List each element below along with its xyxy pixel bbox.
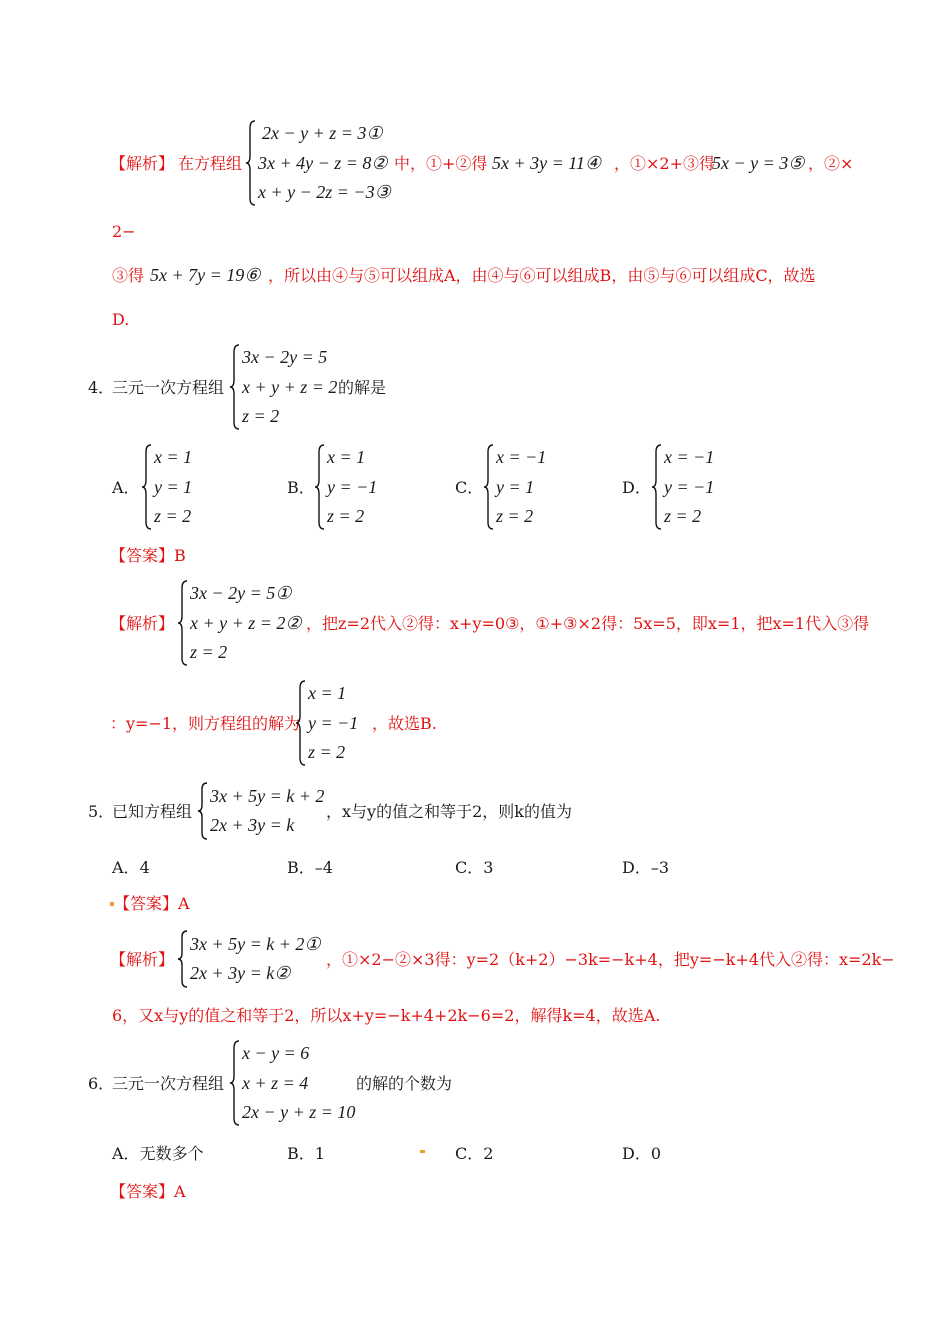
left-brace-icon — [178, 580, 188, 666]
option-letter: C． — [455, 858, 484, 877]
q4-solution-system — [296, 680, 376, 766]
equation-1: 3x + 5y = k + 2 — [210, 786, 325, 806]
q5-explanation-label: 【解析】 — [110, 950, 175, 969]
equation-x: x = −1 — [664, 447, 715, 467]
equation-x: x = 1 — [154, 447, 193, 467]
equation-2: 3x + 4y − z = 8② — [258, 153, 388, 173]
q5-equation-system — [198, 782, 328, 840]
q3-equation-system — [246, 120, 406, 206]
option-value: 1 — [314, 1144, 325, 1163]
q4-explanation-system — [178, 580, 308, 666]
q6-option-b — [287, 1144, 325, 1164]
equation-y: y = 1 — [496, 477, 535, 497]
left-brace-icon — [178, 930, 188, 988]
equation-3: 2x − y + z = 10 — [242, 1102, 356, 1122]
q4-explanation-label: 【解析】 — [110, 614, 175, 633]
q3-equation-5: 5x − y = 3⑤ — [712, 153, 805, 173]
option-letter: C． — [455, 1144, 484, 1163]
q4-answer: 【答案】B — [110, 546, 186, 565]
option-c-system — [484, 444, 564, 530]
equation-x: x = 1 — [327, 447, 366, 467]
option-letter: A． — [112, 1144, 140, 1163]
option-value: –4 — [314, 858, 333, 877]
equation-3: z = 2 — [190, 642, 228, 662]
q4-equation-system — [230, 344, 340, 430]
q5-stem-a: 已知方程组 — [112, 802, 193, 821]
equation-z: z = 2 — [327, 506, 365, 526]
left-brace-icon — [315, 444, 325, 530]
q3-equation-4: 5x + 3y = 11④ — [492, 153, 602, 173]
q5-explanation-text-2: 6，又x与y的值之和等于2，所以x+y=−k+4+2k−6=2，解得k=4，故选A. — [112, 1006, 661, 1025]
equation-x: x = −1 — [496, 447, 547, 467]
left-brace-icon — [652, 444, 662, 530]
option-b-system — [315, 444, 395, 530]
option-value: 0 — [650, 1144, 662, 1163]
left-brace-icon — [198, 782, 208, 840]
equation-1: 3x − 2y = 5 — [242, 347, 328, 367]
marker-dot — [420, 1150, 425, 1153]
q3-text-2: ，①×2+③得 — [614, 154, 715, 173]
equation-2: x + y + z = 2② — [190, 613, 302, 633]
option-letter: B． — [287, 1144, 315, 1163]
q6-stem-a: 三元一次方程组 — [112, 1074, 225, 1093]
equation-1: x − y = 6 — [242, 1043, 310, 1063]
q5-option-d — [622, 858, 669, 878]
q5-answer: 【答案】A — [114, 894, 190, 913]
equation-z: z = 2 — [496, 506, 534, 526]
left-brace-icon — [230, 1040, 240, 1126]
q3-equation-6: 5x + 7y = 19⑥ — [150, 265, 261, 285]
q3-text-4: ③得 — [112, 266, 145, 285]
q3-line-4: D. — [112, 310, 130, 329]
q6-equation-system — [230, 1040, 360, 1126]
equation-3: x + y − 2z = −3③ — [258, 182, 391, 202]
q4-explanation-end: ，故选B. — [372, 714, 437, 733]
equation-z: z = 2 — [154, 506, 192, 526]
q5-option-b — [287, 858, 333, 878]
option-value: 2 — [483, 1144, 494, 1163]
q5-option-a — [112, 858, 150, 878]
q3-explanation-label: 【解析】 — [110, 154, 175, 173]
q5-number: 5． — [88, 802, 115, 821]
q5-explanation-system — [178, 930, 328, 988]
option-value: 3 — [483, 858, 494, 877]
q4-explanation-text-2: ：y=−1，则方程组的解为 — [110, 714, 301, 733]
equation-x: x = 1 — [308, 683, 347, 703]
option-a-label: A． — [112, 478, 140, 497]
q3-explanation-intro: 在方程组 — [178, 154, 243, 173]
option-letter: B． — [287, 858, 315, 877]
option-letter: A． — [112, 858, 140, 877]
q4-explanation-text: ，把z=2代入②得：x+y=0③，①+③×2得：5x=5，即x=1，把x=1代入③得 — [306, 614, 870, 633]
left-brace-icon — [230, 344, 240, 430]
equation-2: x + z = 4 — [242, 1073, 309, 1093]
q5-explanation-text: ，①×2−②×3得：y=2（k+2）−3k=−k+4，把y=−k+4代入②得：x=2k− — [326, 950, 895, 969]
equation-y: y = −1 — [664, 477, 715, 497]
equation-z: z = 2 — [664, 506, 702, 526]
equation-z: z = 2 — [308, 742, 346, 762]
q4-stem-a: 三元一次方程组 — [112, 378, 225, 397]
left-brace-icon — [142, 444, 152, 530]
q6-number: 6． — [88, 1074, 115, 1093]
q3-text-5: ，所以由④与⑤可以组成A，由④与⑥可以组成B，由⑤与⑥可以组成C，故选 — [268, 266, 816, 285]
q6-answer: 【答案】A — [110, 1182, 186, 1201]
equation-3: z = 2 — [242, 406, 280, 426]
option-d-system — [652, 444, 732, 530]
option-c-label: C． — [455, 478, 484, 497]
option-a-system — [142, 444, 212, 530]
option-value: –3 — [650, 858, 670, 877]
equation-2: x + y + z = 2 — [242, 377, 338, 397]
option-value: 无数多个 — [139, 1144, 204, 1163]
option-d-label: D． — [622, 478, 651, 497]
option-value: 4 — [139, 858, 150, 877]
equation-2: 2x + 3y = k — [210, 815, 295, 835]
q3-line-2: 2− — [112, 222, 136, 241]
left-brace-icon — [296, 680, 306, 766]
option-letter: D． — [622, 858, 651, 877]
equation-2: 2x + 3y = k② — [190, 963, 291, 983]
q6-option-d — [622, 1144, 661, 1164]
left-brace-icon — [484, 444, 494, 530]
q4-number: 4． — [88, 378, 115, 397]
equation-1: 2x − y + z = 3① — [262, 123, 383, 143]
q3-text-mid: 中，①+②得 — [394, 154, 488, 173]
equation-1: 3x − 2y = 5① — [190, 583, 292, 603]
equation-y: y = 1 — [154, 477, 193, 497]
equation-y: y = −1 — [327, 477, 378, 497]
option-b-label: B． — [287, 478, 315, 497]
q5-stem-b: ，x与y的值之和等于2，则k的值为 — [326, 802, 572, 821]
q5-option-c — [455, 858, 493, 878]
left-brace-icon — [246, 120, 256, 206]
q6-stem-b: 的解的个数为 — [356, 1074, 453, 1093]
q4-stem-b: 的解是 — [338, 378, 387, 397]
q3-text-3: ，②× — [808, 154, 854, 173]
equation-1: 3x + 5y = k + 2① — [190, 934, 321, 954]
q6-option-a — [112, 1144, 204, 1164]
equation-y: y = −1 — [308, 713, 359, 733]
q6-option-c — [455, 1144, 493, 1164]
option-letter: D． — [622, 1144, 651, 1163]
